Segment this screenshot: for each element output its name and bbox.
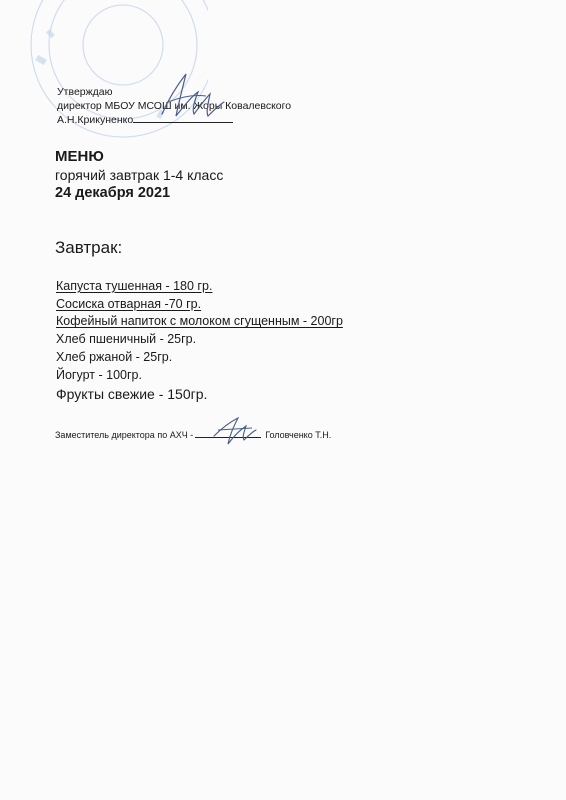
menu-date: 24 декабря 2021 xyxy=(55,185,171,201)
page-title: МЕНЮ xyxy=(55,148,104,165)
menu-heading xyxy=(55,148,223,202)
footer-name: Головченко Т.Н. xyxy=(265,430,332,440)
list-item: Капуста тушенная - 180 гр. xyxy=(56,279,213,293)
list-item: Хлеб ржаной - 25гр. xyxy=(56,349,173,364)
menu-list xyxy=(56,278,343,404)
director-signature xyxy=(148,66,228,126)
footer-signature xyxy=(55,429,331,440)
list-item: Хлеб пшеничный - 25гр. xyxy=(56,332,197,347)
approval-signer: А.Н.Крикуненко xyxy=(57,114,134,126)
list-item: Кофейный напиток с молоком сгущенным - 200гр xyxy=(56,314,343,329)
list-item: Йогурт - 100гр. xyxy=(56,367,142,382)
menu-subtitle: горячий завтрак 1-4 класс xyxy=(55,167,224,183)
approval-position: директор МБОУ МСОШ им. Жоры Ковалевского xyxy=(57,99,292,112)
deputy-signature xyxy=(208,410,258,450)
footer-role: Заместитель директора по АХЧ - xyxy=(55,430,194,440)
approval-heading: Утверждаю xyxy=(57,86,113,98)
list-item: Фрукты свежие - 150гр. xyxy=(56,386,208,403)
section-heading: Завтрак: xyxy=(55,238,123,257)
list-item: Сосиска отварная -70 гр. xyxy=(56,296,202,311)
